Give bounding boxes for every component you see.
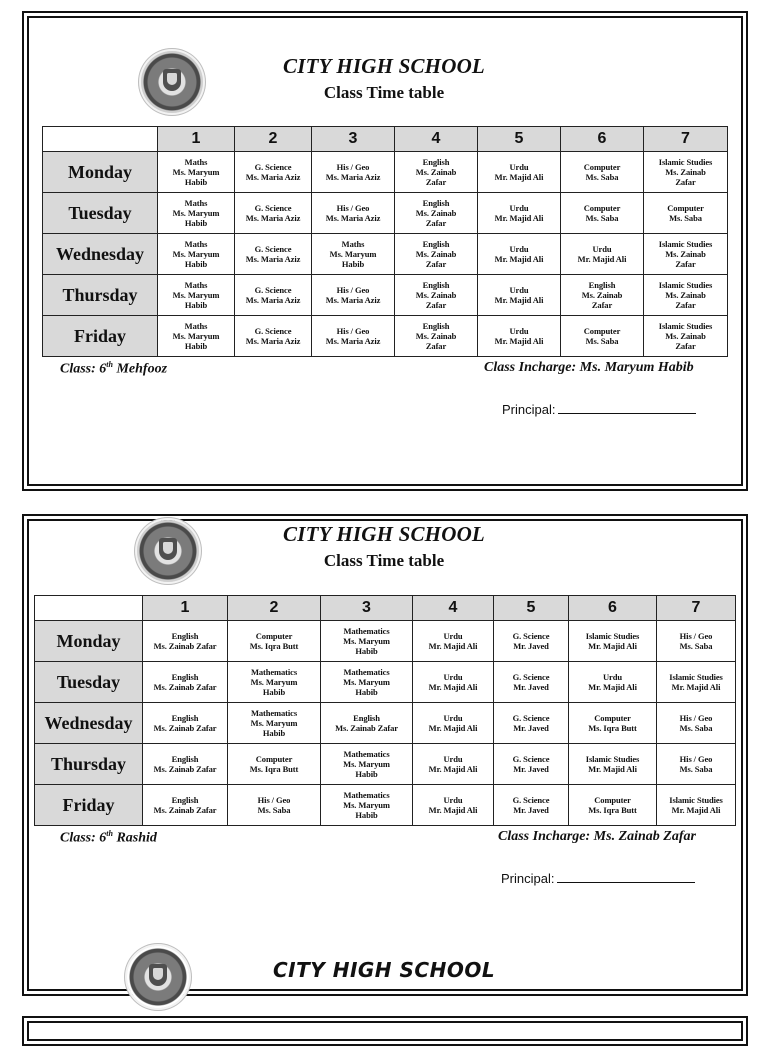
subject-name: English <box>588 280 616 290</box>
timetable-cell <box>321 703 413 744</box>
teacher-name: Ms. Maryum <box>172 167 220 177</box>
subject-name: Urdu <box>443 795 463 805</box>
subject-name: Mathematics <box>343 749 390 759</box>
subject-name: G. Science <box>512 713 550 723</box>
teacher-name: Ms. Maryum <box>343 677 390 687</box>
timetable-card-3 <box>22 1016 748 1046</box>
timetable-subtitle: Class Time table <box>323 83 445 102</box>
timetable-cell <box>312 316 395 357</box>
teacher-name: Mr. Majid Ali <box>588 641 637 651</box>
teacher-name: Mr. Majid Ali <box>494 172 544 182</box>
teacher-name: Ms. Saba <box>585 172 619 182</box>
subject-name: English <box>422 157 450 167</box>
period-header: 5 <box>478 127 561 152</box>
timetable-cell <box>312 275 395 316</box>
teacher-name: Mr. Majid Ali <box>494 213 544 223</box>
timetable-cell <box>158 193 235 234</box>
subject-name: Islamic Studies <box>585 754 640 764</box>
subject-name: Computer <box>583 162 621 172</box>
subject-name: G. Science <box>254 244 292 254</box>
teacher-name: Ms. Maria Aziz <box>245 172 301 182</box>
timetable-cell <box>321 621 413 662</box>
teacher-name: Ms. Zainab <box>665 167 706 177</box>
timetable-cell <box>413 703 494 744</box>
teacher-name: Ms. Maria Aziz <box>325 336 381 346</box>
timetable-cell <box>235 193 312 234</box>
timetable-cell <box>228 785 321 826</box>
timetable-cell <box>644 316 728 357</box>
teacher-name: Habib <box>184 218 208 228</box>
subject-name: Mathematics <box>250 667 298 677</box>
teacher-name: Ms. Zainab Zafar <box>153 723 217 733</box>
table-row <box>43 193 728 234</box>
teacher-name: Ms. Zainab Zafar <box>153 682 217 692</box>
teacher-name: Ms. Maryum <box>172 208 220 218</box>
subject-name: Mathematics <box>343 626 390 636</box>
table-row <box>43 275 728 316</box>
teacher-name: Habib <box>355 687 378 697</box>
table-row <box>35 785 736 826</box>
subject-name: His / Geo <box>679 713 713 723</box>
teacher-name: Zafar <box>675 259 696 269</box>
timetable-cell <box>569 662 657 703</box>
teacher-name: Mr. Majid Ali <box>588 682 637 692</box>
teacher-name: Mr. Majid Ali <box>588 764 637 774</box>
day-label: Friday <box>35 785 143 826</box>
timetable-cell <box>395 193 478 234</box>
teacher-name: Ms. Maria Aziz <box>325 213 381 223</box>
teacher-name: Habib <box>262 687 286 697</box>
timetable-cell <box>413 785 494 826</box>
timetable-cell <box>312 193 395 234</box>
timetable-cell <box>158 275 235 316</box>
teacher-name: Ms. Saba <box>679 723 713 733</box>
subject-name: Urdu <box>509 244 529 254</box>
timetable-cell <box>321 744 413 785</box>
subject-name: Computer <box>583 326 621 336</box>
teacher-name: Habib <box>355 769 378 779</box>
subject-name: English <box>171 795 199 805</box>
teacher-name: Ms. Saba <box>679 764 713 774</box>
subject-name: Computer <box>594 713 631 723</box>
day-label: Tuesday <box>43 193 158 234</box>
day-label: Monday <box>35 621 143 662</box>
timetable-cell <box>561 275 644 316</box>
teacher-name: Mr. Majid Ali <box>577 254 627 264</box>
subject-name: Islamic Studies <box>585 631 640 641</box>
subject-name: Islamic Studies <box>658 280 713 290</box>
signature-line <box>557 881 695 883</box>
timetable-cell <box>478 152 561 193</box>
timetable-cell <box>228 621 321 662</box>
timetable-cell <box>395 234 478 275</box>
teacher-name: Zafar <box>425 177 447 187</box>
timetable-cell <box>228 703 321 744</box>
teacher-name: Ms. Maria Aziz <box>245 254 301 264</box>
period-header: 7 <box>657 596 736 621</box>
teacher-name: Habib <box>262 728 286 738</box>
teacher-name: Habib <box>184 341 208 351</box>
teacher-name: Ms. Maryum <box>329 249 377 259</box>
subject-name: English <box>171 631 199 641</box>
subject-name: Urdu <box>509 326 529 336</box>
timetable-cell <box>143 703 228 744</box>
teacher-name: Habib <box>184 300 208 310</box>
timetable-cell <box>235 316 312 357</box>
table-row <box>43 316 728 357</box>
principal-signature: Principal: <box>502 402 696 417</box>
teacher-name: Ms. Iqra Butt <box>588 723 637 733</box>
teacher-name: Mr. Majid Ali <box>494 254 544 264</box>
timetable-cell <box>158 316 235 357</box>
teacher-name: Zafar <box>425 300 447 310</box>
teacher-name: Mr. Javed <box>513 805 549 815</box>
teacher-name: Ms. Maryum <box>250 677 298 687</box>
timetable-cell <box>413 662 494 703</box>
timetable-cell <box>143 785 228 826</box>
timetable-cell <box>657 744 736 785</box>
timetable-cell <box>569 621 657 662</box>
period-header: 2 <box>228 596 321 621</box>
teacher-name: Zafar <box>591 300 613 310</box>
teacher-name: Mr. Majid Ali <box>428 764 478 774</box>
subject-name: His / Geo <box>336 203 370 213</box>
teacher-name: Ms. Zainab <box>665 331 706 341</box>
teacher-name: Ms. Zainab Zafar <box>153 764 217 774</box>
class-incharge: Class Incharge: Ms. Zainab Zafar <box>498 829 696 844</box>
period-header: 3 <box>312 127 395 152</box>
teacher-name: Ms. Maryum <box>343 759 390 769</box>
timetable-cell <box>413 621 494 662</box>
teacher-name: Ms. Saba <box>669 213 702 223</box>
timetable-cell <box>644 234 728 275</box>
corner-cell <box>43 127 158 152</box>
teacher-name: Ms. Maryum <box>343 636 390 646</box>
teacher-name: Ms. Zainab <box>415 167 457 177</box>
subject-name: His / Geo <box>336 326 370 336</box>
subject-name: G. Science <box>512 754 550 764</box>
period-header: 1 <box>143 596 228 621</box>
corner-cell <box>35 596 143 621</box>
teacher-name: Ms. Saba <box>257 805 291 815</box>
teacher-name: Ms. Zainab Zafar <box>153 641 217 651</box>
teacher-name: Ms. Maryum <box>172 249 220 259</box>
teacher-name: Ms. Maria Aziz <box>245 213 301 223</box>
period-header: 3 <box>321 596 413 621</box>
period-header: 4 <box>413 596 494 621</box>
subject-name: English <box>422 280 450 290</box>
school-logo-icon <box>127 946 189 1008</box>
teacher-name: Mr. Javed <box>513 723 549 733</box>
timetable-cell <box>561 234 644 275</box>
timetable-cell <box>395 275 478 316</box>
subject-name: Islamic Studies <box>669 795 723 805</box>
subject-name: English <box>171 754 199 764</box>
teacher-name: Zafar <box>425 259 447 269</box>
teacher-name: Mr. Majid Ali <box>428 805 478 815</box>
period-header: 1 <box>158 127 235 152</box>
subject-name: Maths <box>184 157 208 167</box>
timetable-table <box>42 126 728 357</box>
timetable-cell <box>235 275 312 316</box>
table-row <box>35 621 736 662</box>
timetable-cell <box>494 744 569 785</box>
subject-name: G. Science <box>254 203 292 213</box>
day-label: Thursday <box>35 744 143 785</box>
timetable-cell <box>478 316 561 357</box>
class-incharge: Class Incharge: Ms. Maryum Habib <box>484 360 694 375</box>
teacher-name: Ms. Zainab <box>415 249 457 259</box>
subject-name: Islamic Studies <box>658 157 713 167</box>
subject-name: Urdu <box>603 672 622 682</box>
subject-name: His / Geo <box>336 285 370 295</box>
timetable-cell <box>478 234 561 275</box>
teacher-name: Mr. Majid Ali <box>428 682 478 692</box>
subject-name: Mathematics <box>343 790 390 800</box>
subject-name: English <box>353 713 380 723</box>
timetable-cell <box>478 193 561 234</box>
period-header: 2 <box>235 127 312 152</box>
subject-name: Urdu <box>592 244 612 254</box>
teacher-name: Ms. Zainab <box>415 331 457 341</box>
teacher-name: Zafar <box>425 218 447 228</box>
timetable-table <box>34 595 736 826</box>
timetable-cell <box>644 152 728 193</box>
school-name: CITY HIGH SCHOOL <box>269 958 499 982</box>
timetable-cell <box>321 662 413 703</box>
teacher-name: Ms. Zainab Zafar <box>153 805 217 815</box>
teacher-name: Ms. Maria Aziz <box>325 172 381 182</box>
subject-name: Computer <box>255 631 293 641</box>
day-label: Wednesday <box>43 234 158 275</box>
subject-name: English <box>171 672 199 682</box>
subject-name: Maths <box>184 280 208 290</box>
subject-name: English <box>422 198 450 208</box>
timetable-cell <box>569 703 657 744</box>
subject-name: His / Geo <box>336 162 370 172</box>
day-label: Friday <box>43 316 158 357</box>
timetable-cell <box>235 234 312 275</box>
timetable-cell <box>235 152 312 193</box>
teacher-name: Ms. Maria Aziz <box>245 336 301 346</box>
timetable-cell <box>561 152 644 193</box>
school-name: CITY HIGH SCHOOL <box>283 522 485 546</box>
teacher-name: Ms. Zainab <box>665 249 706 259</box>
teacher-name: Ms. Maryum <box>172 331 220 341</box>
subject-name: His / Geo <box>679 631 713 641</box>
teacher-name: Ms. Maria Aziz <box>325 295 381 305</box>
period-header: 5 <box>494 596 569 621</box>
period-header: 7 <box>644 127 728 152</box>
day-label: Tuesday <box>35 662 143 703</box>
subject-name: Islamic Studies <box>669 672 723 682</box>
timetable-cell <box>657 662 736 703</box>
teacher-name: Ms. Iqra Butt <box>588 805 637 815</box>
subject-name: Computer <box>583 203 621 213</box>
timetable-cell <box>478 275 561 316</box>
timetable-cell <box>143 662 228 703</box>
timetable-cell <box>312 234 395 275</box>
teacher-name: Zafar <box>675 300 696 310</box>
teacher-name: Ms. Saba <box>679 641 713 651</box>
timetable-cell <box>494 662 569 703</box>
teacher-name: Mr. Majid Ali <box>494 295 544 305</box>
period-header: 6 <box>569 596 657 621</box>
teacher-name: Habib <box>184 259 208 269</box>
teacher-name: Zafar <box>675 341 696 351</box>
signature-line <box>558 412 696 414</box>
timetable-cell <box>561 316 644 357</box>
subject-name: Urdu <box>443 713 463 723</box>
teacher-name: Ms. Saba <box>585 213 619 223</box>
teacher-name: Ms. Saba <box>585 336 619 346</box>
timetable-cell <box>657 621 736 662</box>
teacher-name: Ms. Zainab <box>415 290 457 300</box>
teacher-name: Mr. Majid Ali <box>428 641 478 651</box>
table-row <box>43 234 728 275</box>
teacher-name: Ms. Zainab <box>665 290 706 300</box>
day-label: Thursday <box>43 275 158 316</box>
timetable-cell <box>569 744 657 785</box>
subject-name: Maths <box>184 321 208 331</box>
teacher-name: Zafar <box>675 177 696 187</box>
timetable-cell <box>413 744 494 785</box>
principal-signature: Principal: <box>501 871 695 886</box>
teacher-name: Ms. Maryum <box>343 800 390 810</box>
teacher-name: Zafar <box>425 341 447 351</box>
teacher-name: Habib <box>341 259 365 269</box>
teacher-name: Ms. Maria Aziz <box>245 295 301 305</box>
teacher-name: Ms. Zainab <box>581 290 623 300</box>
teacher-name: Mr. Majid Ali <box>671 805 721 815</box>
subject-name: Islamic Studies <box>658 321 713 331</box>
subject-name: Computer <box>667 203 704 213</box>
subject-name: Mathematics <box>343 667 390 677</box>
subject-name: Islamic Studies <box>658 239 713 249</box>
table-row <box>35 744 736 785</box>
teacher-name: Mr. Javed <box>513 682 549 692</box>
subject-name: G. Science <box>254 285 292 295</box>
subject-name: Urdu <box>443 754 463 764</box>
timetable-cell <box>228 744 321 785</box>
subject-name: His / Geo <box>257 795 291 805</box>
class-label: Class: 6th Rashid <box>60 829 157 846</box>
teacher-name: Habib <box>184 177 208 187</box>
subject-name: Maths <box>184 198 208 208</box>
timetable-cell <box>143 744 228 785</box>
teacher-name: Mr. Javed <box>513 764 549 774</box>
table-row <box>43 152 728 193</box>
timetable-cell <box>569 785 657 826</box>
subject-name: English <box>422 239 450 249</box>
subject-name: G. Science <box>254 162 292 172</box>
period-header-row <box>35 596 736 621</box>
timetable-cell <box>644 275 728 316</box>
teacher-name: Ms. Zainab <box>415 208 457 218</box>
timetable-cell <box>395 152 478 193</box>
subject-name: Urdu <box>509 162 529 172</box>
subject-name: English <box>422 321 450 331</box>
timetable-cell <box>494 703 569 744</box>
subject-name: Maths <box>184 239 208 249</box>
period-header: 6 <box>561 127 644 152</box>
teacher-name: Ms. Maryum <box>172 290 220 300</box>
teacher-name: Ms. Iqra Butt <box>249 641 299 651</box>
subject-name: Computer <box>255 754 293 764</box>
timetable-cell <box>657 785 736 826</box>
timetable-cell <box>228 662 321 703</box>
timetable-cell <box>158 152 235 193</box>
school-name: CITY HIGH SCHOOL <box>283 54 485 78</box>
subject-name: G. Science <box>254 326 292 336</box>
day-label: Wednesday <box>35 703 143 744</box>
timetable-cell <box>143 621 228 662</box>
teacher-name: Mr. Javed <box>513 641 549 651</box>
subject-name: Maths <box>341 239 365 249</box>
subject-name: Urdu <box>509 285 529 295</box>
teacher-name: Mr. Majid Ali <box>494 336 544 346</box>
subject-name: Urdu <box>443 631 463 641</box>
teacher-name: Habib <box>355 646 378 656</box>
subject-name: Mathematics <box>250 708 298 718</box>
teacher-name: Ms. Zainab Zafar <box>335 723 398 733</box>
card-inner-border <box>27 1021 743 1041</box>
timetable-cell <box>494 785 569 826</box>
timetable-cell <box>494 621 569 662</box>
subject-name: Computer <box>594 795 631 805</box>
timetable-cell <box>158 234 235 275</box>
class-label: Class: 6th Mehfooz <box>60 360 168 377</box>
day-label: Monday <box>43 152 158 193</box>
teacher-name: Ms. Iqra Butt <box>249 764 299 774</box>
timetable-cell <box>395 316 478 357</box>
subject-name: Urdu <box>509 203 529 213</box>
teacher-name: Habib <box>355 810 378 820</box>
teacher-name: Mr. Majid Ali <box>671 682 721 692</box>
period-header: 4 <box>395 127 478 152</box>
timetable-subtitle: Class Time table <box>323 551 445 570</box>
subject-name: Urdu <box>443 672 463 682</box>
timetable-cell <box>561 193 644 234</box>
subject-name: His / Geo <box>679 754 713 764</box>
subject-name: G. Science <box>512 672 550 682</box>
timetable-cell <box>657 703 736 744</box>
table-row <box>35 703 736 744</box>
teacher-name: Mr. Majid Ali <box>428 723 478 733</box>
subject-name: G. Science <box>512 631 550 641</box>
timetable-cell <box>321 785 413 826</box>
teacher-name: Ms. Maryum <box>250 718 298 728</box>
table-row <box>35 662 736 703</box>
subject-name: English <box>171 713 199 723</box>
timetable-cell <box>312 152 395 193</box>
period-header-row <box>43 127 728 152</box>
timetable-cell <box>644 193 728 234</box>
subject-name: G. Science <box>512 795 550 805</box>
